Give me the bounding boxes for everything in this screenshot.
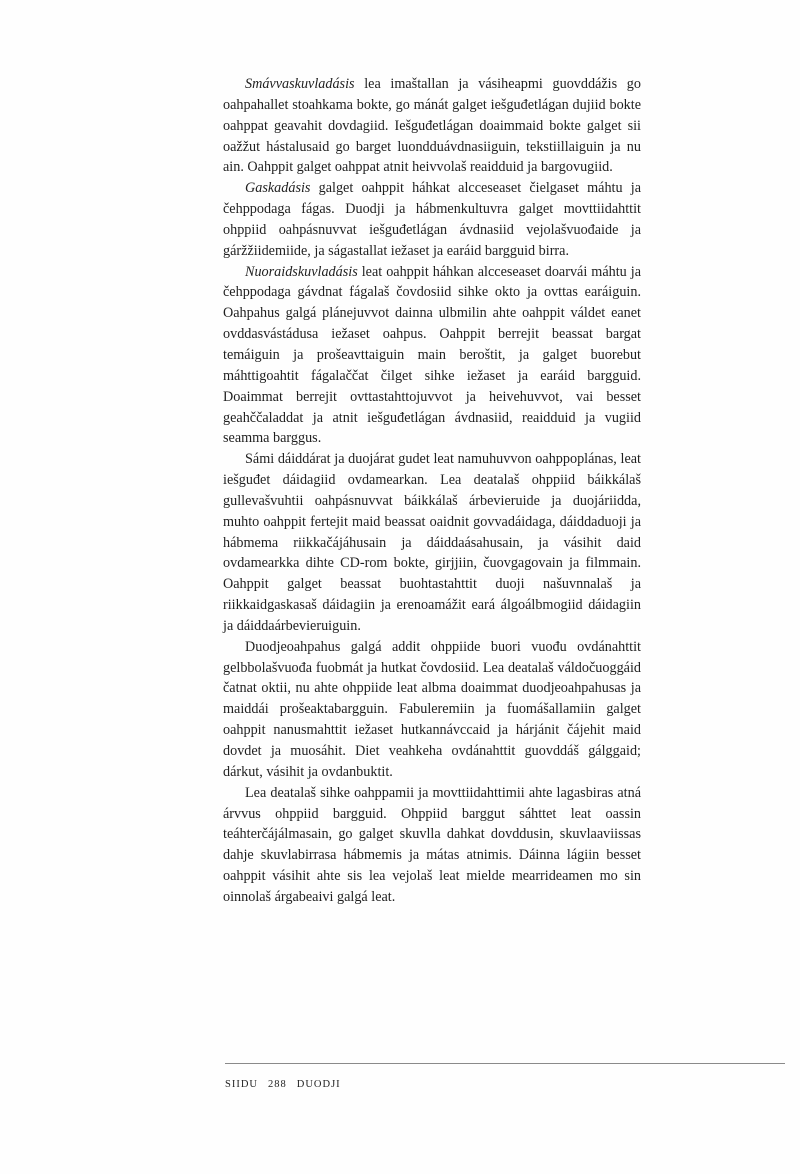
paragraph-4-text: Sámi dáiddárat ja duojárat gudet leat namuhuvvon oahppoplánas, leat iešguđet dáidagiid ovdamearkan. Lea deatalaš ohppiid báikkálaš gullevašvuhtii oahpásnuvvat báikkálaš árbevieruide ja duojáriidda, muhto oahppit fertejit maid beassat oaidnit govvadáidaga, dáiddaduoji ja hábmema riikkačájáhusain ja dáiddaásahusain, ja vásihit daid ovdamearkka dihte CD-rom bokte, girjjiin, čuovgagovain ja filmmain. Oahppit galget beassat buohtastahttit duoji našuvnnalaš ja riikkaidgaskasaš dáidagiin ja erenoamážit eará álgoálbmogiid dáidagiin ja dáiddaárbevieruiguin. — [223, 451, 641, 634]
footer-page-number: 288 — [268, 1079, 287, 1090]
paragraph-5-text: Duodjeoahpahus galgá addit ohppiide buori vuođu ovdánahttit gelbbolašvuođa fuobmát ja hutkat čovdosiid. Lea deatalaš váldočuoggáid čatnat oktii, nu ahte ohppiide leat albma doaimmat duodjeoahpahusas ja maiddái prošeaktabargguin. Fabuleremiin ja fuomášallamiin galget oahppit nanusmahttit iežaset hutkannávccaid ja hárjánit čájehit maid dovdet ja muosáhit. Diet veahkeha ovdánahttit guovddáš gálggaid; dárkut, vásihit ja ovdanbuktit. — [223, 638, 641, 780]
footer-rule — [225, 1063, 785, 1064]
page-footer — [225, 1079, 351, 1090]
paragraph-1-lead: Smávvaskuvladásis — [245, 76, 355, 92]
paragraph-3-lead: Nuoraidskuvladásis — [245, 263, 358, 280]
paragraph-3 — [223, 262, 641, 450]
footer-journal: SIIDU — [225, 1079, 258, 1090]
main-text — [223, 74, 641, 908]
paragraph-5 — [223, 637, 641, 783]
footer-section: DUODJI — [296, 1079, 341, 1090]
paragraph-2-text: galget oahppit háhkat alcceseaset čielgaset máhtu ja čehppodaga fágas. Duodji ja hábmenkultuvra galget movttiidahttit ohppiid oahpásnuvvat iešguđetlágan ávdnasiid vejolašvuođaide ja gáržžiidemiide, ja ságastallat iežaset ja earáid bargguid birra. — [223, 180, 641, 259]
paragraph-1 — [223, 74, 641, 178]
paragraph-3-text: leat oahppit háhkan alcceseaset doarvái máhtu ja čehppodaga gávdnat fágalaš čovdosiid sihke okto ja ovttas earáiguin. Oahpahus galgá plánejuvvot dainna ulbmilin ahte oahppit váldet eanet ovddasvástádusa iežaset oahpus. Oahppit berrejit beassat bargat temáiguin ja prošeavttaiguin main beroštit, ja galget buorebut máhttigoahtit fágalaččat čilget sihke iežaset ja earáid bargguid. Doaimmat berrejit ovttastahttojuvvot ja heivehuvvot, vai besset geahččaladdat ja atnit iešguđetlágan ávdnasiid, reaidduid ja vugiid seamma barggus. — [223, 263, 641, 447]
paragraph-6 — [223, 783, 641, 908]
paragraph-4 — [223, 449, 641, 637]
paragraph-1-text: lea imaštallan ja vásiheapmi guovddážis go oahpahallet stoahkama bokte, go mánát galget iešguđetlágan dujiid bokte oahppat geavahit dovdagiid. Iešguđetlágan doaimmaid bokte galget sii oažžut hástalusaid go barget luondduávdnasiiguin, tekstiillaiguin ja nu ain. Oahppit galget oahppat atnit heivvolaš reaidduid ja bargovugiid. — [223, 76, 641, 176]
paragraph-6-text: Lea deatalaš sihke oahppamii ja movttiidahttimii ahte lagasbiras atná árvvus ohppiid bargguid. Ohppiid barggut sáhttet leat oassin teáhterčájálmasain, go galget skuvlla dahkat dovddusin, skuvlaaviissas dahje skuvlabirrasa hábmemis ja mátas atnimis. Dáinna lágiin besset oahppit vásihit ahte sis lea vejolaš leat mielde mearrideamen mo sin oinnolaš árgabeaivi galgá leat. — [223, 784, 641, 905]
paragraph-2-lead: Gaskadásis — [245, 180, 311, 197]
paragraph-2 — [223, 178, 641, 261]
